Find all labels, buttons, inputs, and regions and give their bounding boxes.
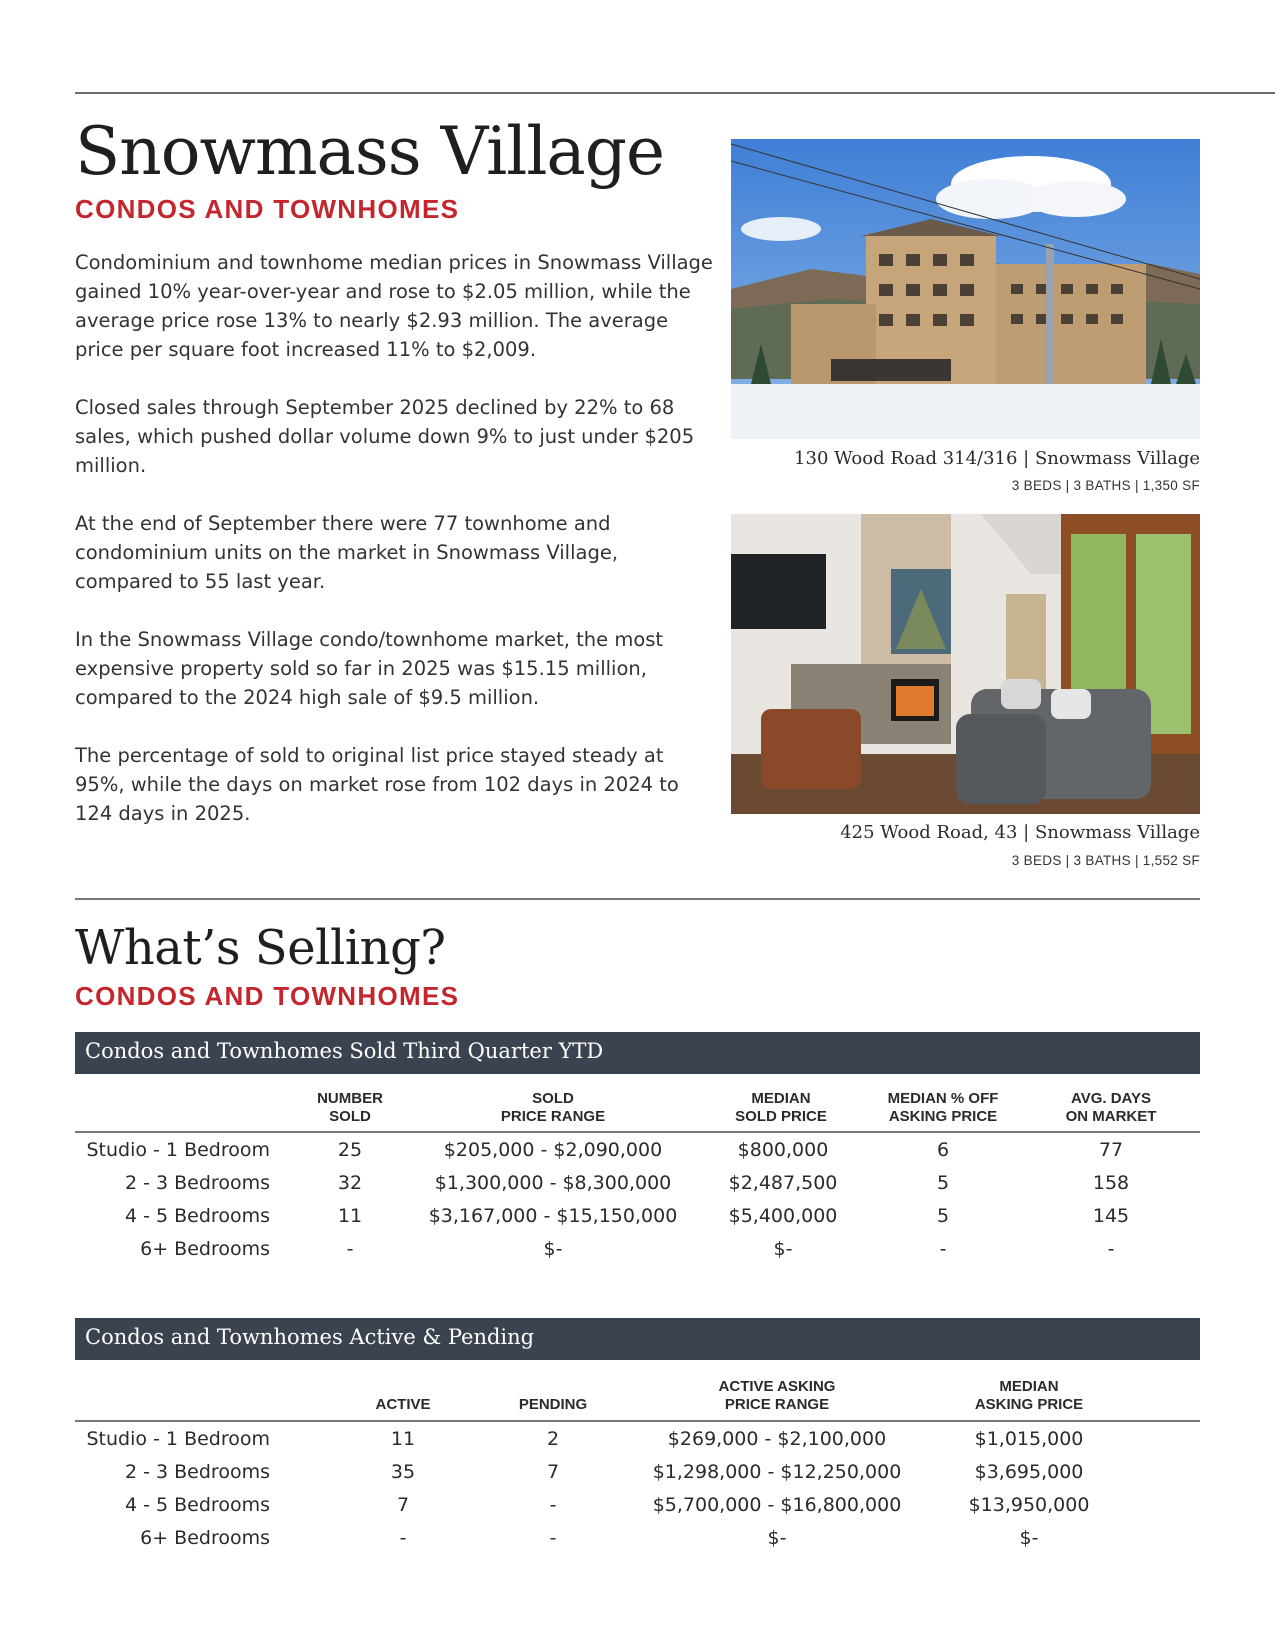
table-cell: 11: [390, 1428, 416, 1450]
table-cell: $-: [1019, 1527, 1039, 1549]
table-cell: 25: [337, 1139, 363, 1161]
table-cell: $1,300,000 - $8,300,000: [434, 1172, 672, 1194]
table-cell: 32: [337, 1172, 363, 1194]
photo-details: 3 BEDS | 3 BATHS | 1,350 SF: [1011, 478, 1200, 493]
photo-caption: 130 Wood Road 314/316 | Snowmass Village: [794, 448, 1200, 469]
table-cell: 158: [1092, 1172, 1130, 1194]
row-label: 2 - 3 Bedrooms: [125, 1461, 270, 1483]
column-header: MEDIAN % OFF ASKING PRICE: [887, 1090, 999, 1125]
column-header: PENDING: [518, 1396, 588, 1413]
table-cell: -: [549, 1494, 557, 1516]
photo-caption: 425 Wood Road, 43 | Snowmass Village: [840, 822, 1200, 843]
active-table-title: Condos and Townhomes Active & Pending: [85, 1325, 535, 1349]
row-label: 2 - 3 Bedrooms: [125, 1172, 270, 1194]
table-cell: $205,000 - $2,090,000: [443, 1139, 663, 1161]
table-cell: 7: [546, 1461, 560, 1483]
table-cell: $1,298,000 - $12,250,000: [652, 1461, 902, 1483]
summary-paragraph: Condominium and townhome median prices in Snowmass Village gained 10% year-over-year and rose to $2.05 million, while the average price rose 13% to nearly $2.93 million. The average price per square foot increased 11% to $2,009.: [75, 251, 713, 361]
table-cell: -: [399, 1527, 407, 1549]
table-cell: 5: [936, 1205, 950, 1227]
photo-details: 3 BEDS | 3 BATHS | 1,552 SF: [1011, 853, 1200, 868]
table-cell: -: [549, 1527, 557, 1549]
table-cell: 6: [936, 1139, 950, 1161]
table-cell: $5,700,000 - $16,800,000: [652, 1494, 902, 1516]
table-cell: $13,950,000: [968, 1494, 1090, 1516]
sold-table-title-bar: [75, 1032, 1200, 1074]
row-label: 6+ Bedrooms: [140, 1238, 270, 1260]
column-header: SOLD PRICE RANGE: [500, 1090, 606, 1125]
table-cell: 77: [1098, 1139, 1124, 1161]
top-rule: [75, 92, 1275, 94]
column-header: ACTIVE: [375, 1396, 431, 1413]
property-photo-exterior: [731, 139, 1200, 439]
table-cell: $269,000 - $2,100,000: [667, 1428, 887, 1450]
section-divider: [75, 898, 1200, 900]
table-cell: 7: [396, 1494, 410, 1516]
column-header: MEDIAN ASKING PRICE: [974, 1378, 1084, 1413]
active-table-title-bar: [75, 1318, 1200, 1360]
row-label: Studio - 1 Bedroom: [86, 1428, 270, 1450]
table-cell: 145: [1092, 1205, 1130, 1227]
row-label: 6+ Bedrooms: [140, 1527, 270, 1549]
sold-table-title: Condos and Townhomes Sold Third Quarter YTD: [85, 1039, 604, 1063]
row-label: 4 - 5 Bedrooms: [125, 1205, 270, 1227]
table-cell: -: [1107, 1238, 1115, 1260]
summary-paragraph: In the Snowmass Village condo/townhome market, the most expensive property sold so far in 2025 was $15.15 million, compared to the 2024 high sale of $9.5 million.: [75, 628, 664, 709]
table-cell: 2: [546, 1428, 560, 1450]
column-header: AVG. DAYS ON MARKET: [1065, 1090, 1157, 1125]
property-photo-interior: [731, 514, 1200, 814]
table-cell: -: [346, 1238, 354, 1260]
table-cell: $-: [773, 1238, 793, 1260]
section-subtitle: CONDOS AND TOWNHOMES: [75, 981, 460, 1011]
table-cell: $3,167,000 - $15,150,000: [428, 1205, 678, 1227]
summary-paragraph: Closed sales through September 2025 declined by 22% to 68 sales, which pushed dollar volume down 9% to just under $205 million.: [75, 396, 695, 477]
row-label: Studio - 1 Bedroom: [86, 1139, 270, 1161]
column-header: ACTIVE ASKING PRICE RANGE: [718, 1378, 836, 1413]
page-title: Snowmass Village: [75, 113, 665, 190]
table-cell: $5,400,000: [728, 1205, 838, 1227]
table-cell: $-: [767, 1527, 787, 1549]
column-header: NUMBER SOLD: [317, 1090, 383, 1125]
table-cell: 35: [390, 1461, 416, 1483]
table-cell: $800,000: [737, 1139, 829, 1161]
market-summary: [75, 248, 715, 857]
page-subtitle: CONDOS AND TOWNHOMES: [75, 194, 460, 224]
table-cell: $3,695,000: [974, 1461, 1084, 1483]
table-cell: $2,487,500: [728, 1172, 838, 1194]
summary-paragraph: At the end of September there were 77 townhome and condominium units on the market in Snowmass Village, compared to 55 last year.: [75, 512, 619, 593]
table-cell: -: [939, 1238, 947, 1260]
table-cell: $-: [543, 1238, 563, 1260]
header-underline: [75, 1420, 1200, 1422]
table-cell: $1,015,000: [974, 1428, 1084, 1450]
table-cell: 5: [936, 1172, 950, 1194]
section-title: What’s Selling?: [75, 920, 446, 976]
header-underline: [75, 1131, 1200, 1133]
summary-paragraph: The percentage of sold to original list price stayed steady at 95%, while the days on market rose from 102 days in 2024 to 124 days in 2025.: [75, 744, 679, 825]
row-label: 4 - 5 Bedrooms: [125, 1494, 270, 1516]
table-cell: 11: [337, 1205, 363, 1227]
column-header: MEDIAN SOLD PRICE: [735, 1090, 827, 1125]
